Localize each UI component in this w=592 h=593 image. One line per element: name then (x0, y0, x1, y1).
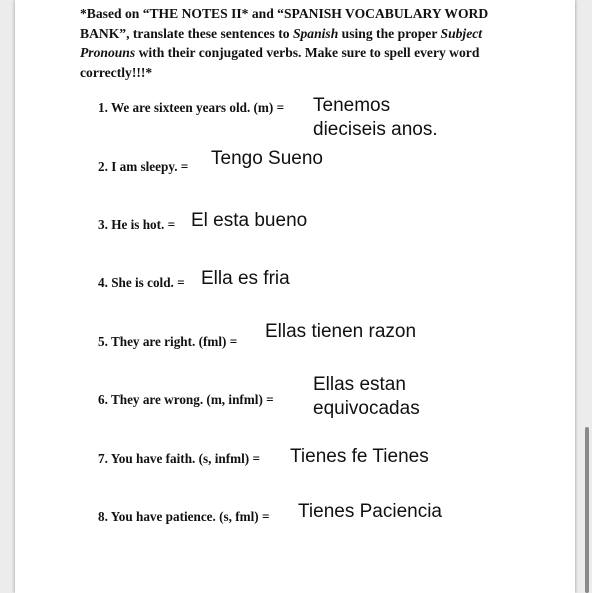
question-8: 8. You have patience. (s, fml) = (98, 509, 270, 524)
question-4: 4. She is cold. = (98, 275, 185, 290)
answer-1-line-2: dieciseis anos. (313, 119, 438, 140)
question-5: 5. They are right. (fml) = (98, 334, 238, 349)
answer-2: Tengo Sueno (211, 148, 323, 169)
instructions-text: *Based on “THE NOTES II* and “SPANISH VOCABULARY WORD BANK”, translate these sentences to (80, 6, 489, 41)
instructions-text: with their conjugated verbs. Make sure to spell every word correctly!!!* (80, 45, 480, 80)
instructions-paragraph (80, 4, 520, 82)
question-7: 7. You have faith. (s, infml) = (98, 451, 260, 466)
instructions-text: using the proper (338, 25, 441, 41)
question-2: 2. I am sleepy. = (98, 159, 189, 174)
instructions-emphasis-spanish: Spanish (292, 25, 339, 41)
instructions-emphasis-pronouns: Subject Pronouns (80, 25, 483, 61)
answer-8: Tienes Paciencia (298, 501, 442, 522)
vertical-scrollbar[interactable] (585, 427, 589, 593)
answer-4: Ella es fria (201, 268, 290, 289)
answer-5: Ellas tienen razon (265, 321, 417, 342)
answer-1-line-1: Tenemos (313, 95, 391, 116)
answer-6-line-1: Ellas estan (313, 374, 406, 395)
question-3: 3. He is hot. = (98, 217, 176, 232)
document-page (15, 0, 575, 593)
question-6: 6. They are wrong. (m, infml) = (98, 392, 274, 407)
answer-7: Tienes fe Tienes (290, 446, 429, 467)
answer-3: El esta bueno (191, 210, 308, 231)
answer-6-line-2: equivocadas (313, 398, 420, 419)
question-1: 1. We are sixteen years old. (m) = (98, 100, 285, 115)
